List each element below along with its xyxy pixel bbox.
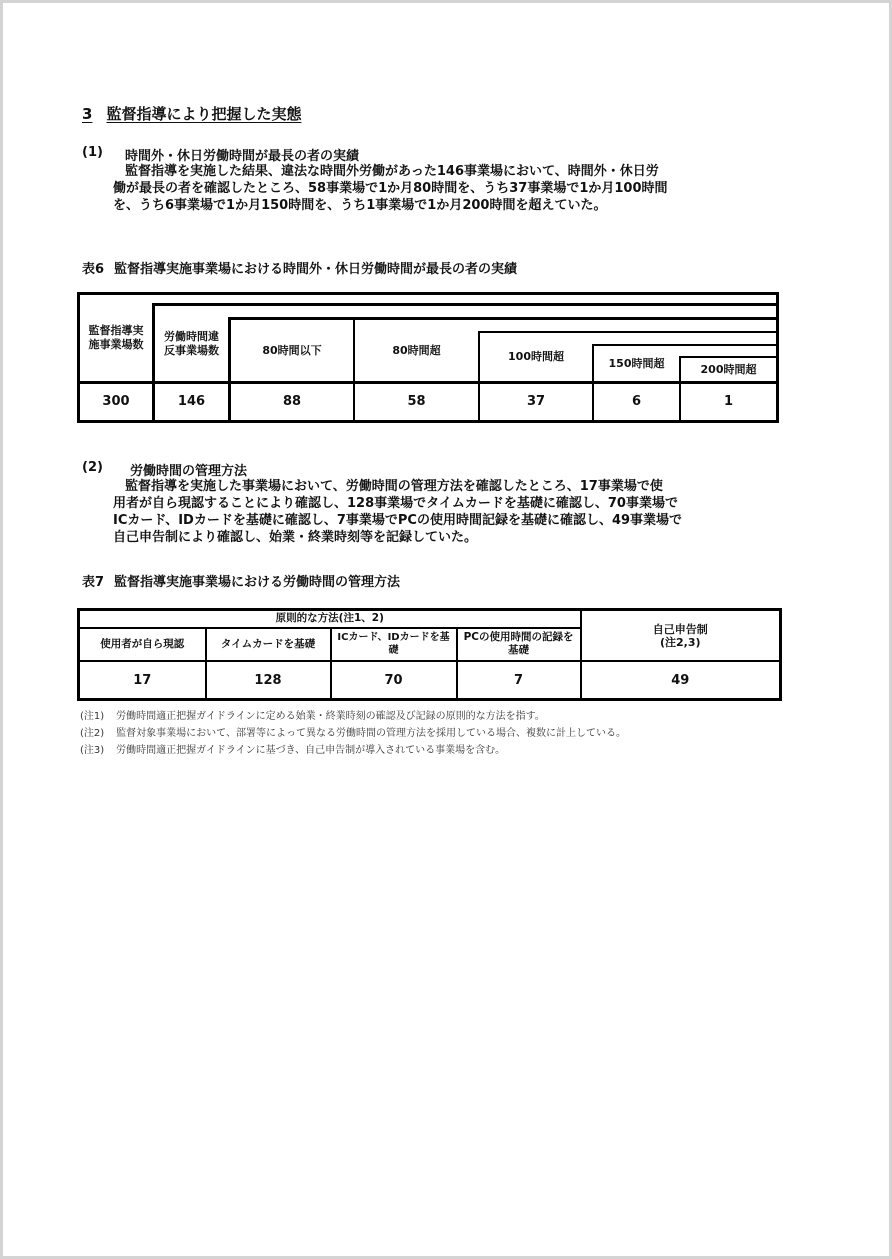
table7-caption-number: 表7: [82, 575, 105, 590]
sub1-para-line-3: を、うち6事業場で1か月150時間を、うち1事業場で1か月200時間を超えていた。: [113, 198, 607, 213]
table6-caption: [82, 258, 517, 277]
note-1-text: 労働時間適正把握ガイドラインに定める始業・終業時刻の確認及び記録の原則的な方法を指す。: [116, 711, 545, 722]
note-1: [80, 708, 626, 725]
table7-caption: [82, 571, 400, 590]
table7-col-timecard: タイムカードを基礎: [206, 628, 331, 661]
sub2-para-line-4: 自己申告制により確認し、始業・終業時刻等を記録していた。: [113, 530, 478, 545]
sub2-number: (2): [82, 460, 103, 475]
table6: [77, 292, 779, 423]
table6-value-violations: 146: [177, 394, 206, 409]
table6-level-1-line: [152, 303, 779, 306]
sub1-para-line-1: 監督指導を実施した結果、違法な時間外労働があった146事業場において、時間外・休日労: [125, 164, 659, 179]
table6-value-inspected: 300: [102, 394, 130, 409]
note-2: [80, 725, 626, 742]
note-2-label: (注2): [80, 728, 105, 739]
table6-value-gt200: 1: [723, 394, 734, 409]
table7: [77, 608, 782, 701]
table6-header-gt150: 150時間超: [608, 356, 665, 370]
sub1-para-line-2: 働が最長の者を確認したところ、58事業場で1か月80時間を、うち37事業場で1か月100時間: [113, 181, 668, 196]
sub1-number: (1): [82, 145, 103, 160]
table6-header-inspected: 監督指導実施事業場数: [88, 324, 144, 351]
table6-value-gt80: 58: [407, 394, 426, 409]
table7-col-visual-check: 使用者が自ら現認: [79, 628, 206, 661]
table6-caption-number: 表6: [82, 262, 105, 277]
table7-value-timecard: 128: [206, 661, 331, 699]
section-title-text: 監督指導により把握した実態: [106, 105, 302, 123]
section-title: [82, 103, 301, 124]
sub2-para-line-3: ICカード、IDカードを基礎に確認し、7事業場でPCの使用時間記録を基礎に確認し、49事業場で: [113, 513, 683, 528]
table6-value-gt100: 37: [526, 394, 546, 409]
table7-value-self-report: 49: [581, 661, 781, 699]
table6-header-le80: 80時間以下: [262, 343, 322, 357]
table7-group-header: 原則的な方法(注1、2): [79, 610, 581, 628]
table7-value-pc-record: 7: [457, 661, 581, 699]
table6-header-violations: 労働時間違反事業場数: [164, 329, 219, 357]
table7-col-ic-id-card: ICカード、IDカードを基礎: [331, 628, 457, 661]
table6-border-top: [77, 292, 779, 295]
sub1-title: 時間外・休日労働時間が最長の者の実績: [125, 149, 360, 164]
table7-self-report-label: 自己申告制: [652, 622, 708, 636]
table6-value-le80: 88: [282, 394, 302, 409]
table7-value-visual-check: 17: [79, 661, 206, 699]
note-1-label: (注1): [80, 711, 105, 722]
table6-border-bottom: [77, 420, 779, 423]
table7-col-pc-record: PCの使用時間の記録を基礎: [457, 628, 581, 661]
note-3-label: (注3): [80, 745, 105, 756]
note-2-text: 監督対象事業場において、部署等によって異なる労働時間の管理方法を採用している場合、複数に計上している。: [116, 728, 626, 739]
note-3-text: 労働時間適正把握ガイドラインに基づき、自己申告制が導入されている事業場を含む。: [116, 745, 506, 756]
table7-self-report-note: (注2,3): [660, 635, 701, 649]
table6-header-gt100: 100時間超: [508, 350, 564, 363]
note-3: [80, 742, 626, 759]
table6-header-gt200: 200時間超: [700, 362, 757, 376]
section-number: 3: [82, 105, 93, 123]
table6-value-gt150: 6: [631, 394, 642, 409]
table7-self-report-header: [581, 610, 781, 662]
table7-caption-text: 監督指導実施事業場における労働時間の管理方法: [114, 575, 401, 590]
table6-header-gt80: 80時間超: [392, 343, 441, 357]
sub2-para-line-2: 用者が自ら現認することにより確認し、128事業場でタイムカードを基礎に確認し、70事業場で: [113, 496, 678, 511]
table6-caption-text: 監督指導実施事業場における時間外・休日労働時間が最長の者の実績: [114, 262, 518, 277]
sub2-para-line-1: 監督指導を実施した事業場において、労働時間の管理方法を確認したところ、17事業場で使: [125, 479, 663, 494]
table7-value-ic-id-card: 70: [331, 661, 457, 699]
notes: [80, 708, 626, 759]
sub2-title: 労働時間の管理方法: [130, 464, 248, 479]
